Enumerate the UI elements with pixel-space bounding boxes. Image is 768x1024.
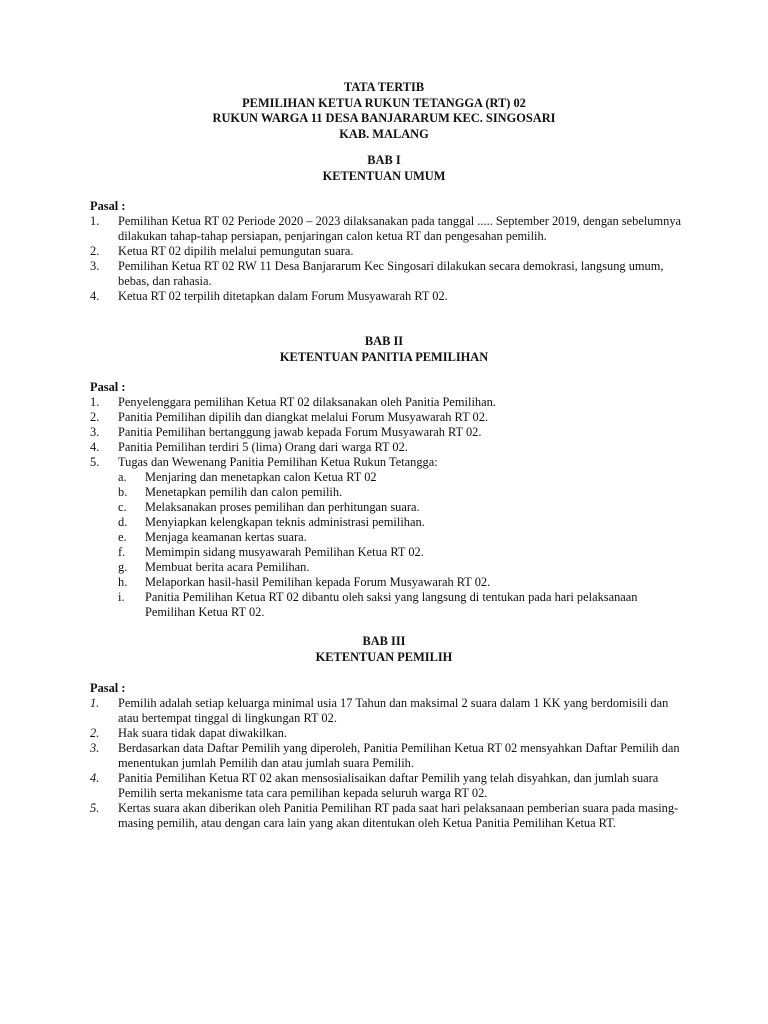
list-item (90, 395, 690, 410)
list-item (90, 425, 690, 440)
item-number: 1. (90, 214, 100, 228)
item-number: 3. (90, 259, 100, 273)
item-number: 2. (90, 726, 100, 740)
sub-item-text: Melaksanakan proses pemilihan dan perhitungan suara. (145, 500, 420, 514)
sub-list (118, 470, 690, 620)
sub-item-text: Panitia Pemilihan Ketua RT 02 dibantu oleh saksi yang langsung di tentukan pada hari pelaksanaan Pemilihan Ketua RT 02. (145, 590, 638, 619)
item-number: 2. (90, 410, 100, 424)
item-number: 1. (90, 696, 100, 710)
item-text: Tugas dan Wewenang Panitia Pemilihan Ketua Rukun Tetangga: (118, 455, 438, 469)
list-item (90, 259, 690, 289)
sub-item-text: Menjaring dan menetapkan calon Ketua RT 02 (145, 470, 377, 484)
item-number: 2. (90, 244, 100, 258)
bab2-heading: BAB II (364, 334, 404, 348)
sub-item-letter: h. (118, 575, 128, 589)
list-item (90, 244, 690, 259)
sub-list-item (118, 575, 690, 590)
sub-list-item (118, 590, 690, 620)
item-text: Ketua RT 02 dipilih melalui pemungutan suara. (118, 244, 354, 258)
sub-item-text: Menetapkan pemilih dan calon pemilih. (145, 485, 343, 499)
bab3-subheading: KETENTUAN PEMILIH (315, 649, 453, 664)
bab3-pasal-label: Pasal : (90, 681, 126, 695)
bab3-heading: BAB III (362, 634, 406, 648)
sub-list-item (118, 560, 690, 575)
item-text: Panitia Pemilihan dipilih dan diangkat melalui Forum Musyawarah RT 02. (118, 410, 489, 424)
item-text: Berdasarkan data Daftar Pemilih yang diperoleh, Panitia Pemilihan Ketua RT 02 mensyahkan Daftar Pemilih dan menentukan jumlah Pemilih dan atau jumlah suara Pemilih. (118, 741, 680, 770)
item-number: 3. (90, 425, 100, 439)
sub-item-text: Membuat berita acara Pemilihan. (145, 560, 310, 574)
item-number: 5. (90, 801, 100, 815)
item-number: 4. (90, 289, 100, 303)
bab1-heading-block (0, 153, 768, 184)
sub-list-item (118, 545, 690, 560)
sub-list-item (118, 515, 690, 530)
header-line-3: RUKUN WARGA 11 DESA BANJARARUM KEC. SINGOSARI (212, 111, 556, 125)
list-item (90, 696, 690, 726)
list-item (90, 771, 690, 801)
bab2-list (90, 395, 690, 620)
bab3-list (90, 696, 690, 831)
item-number: 4. (90, 440, 100, 454)
bab1-subheading: KETENTUAN UMUM (322, 168, 446, 183)
header-title: TATA TERTIB (343, 80, 425, 94)
bab2-heading-block (0, 334, 768, 365)
sub-list-item (118, 530, 690, 545)
item-number: 4. (90, 771, 100, 785)
list-item (90, 440, 690, 455)
sub-item-letter: c. (118, 500, 127, 514)
list-item (90, 801, 690, 831)
bab1-heading: BAB I (367, 153, 401, 167)
bab2-subheading: KETENTUAN PANITIA PEMILIHAN (279, 349, 489, 364)
item-text: Panitia Pemilihan bertanggung jawab kepada Forum Musyawarah RT 02. (118, 425, 482, 439)
bab3-heading-block (0, 634, 768, 665)
sub-item-text: Menjaga keamanan kertas suara. (145, 530, 307, 544)
sub-item-letter: i. (118, 590, 125, 604)
sub-item-letter: a. (118, 470, 127, 484)
sub-item-text: Melaporkan hasil-hasil Pemilihan kepada Forum Musyawarah RT 02. (145, 575, 491, 589)
sub-item-text: Menyiapkan kelengkapan teknis administrasi pemilihan. (145, 515, 425, 529)
sub-list-item (118, 470, 690, 485)
sub-item-letter: e. (118, 530, 127, 544)
item-text: Pemilihan Ketua RT 02 RW 11 Desa Banjararum Kec Singosari dilakukan secara demokrasi, langsung umum, bebas, dan rahasia. (118, 259, 664, 288)
header-line-2: PEMILIHAN KETUA RUKUN TETANGGA (RT) 02 (242, 95, 526, 110)
bab2-pasal-label: Pasal : (90, 380, 126, 394)
sub-list-item (118, 485, 690, 500)
list-item (90, 726, 690, 741)
sub-item-letter: g. (118, 560, 128, 574)
list-item (90, 741, 690, 771)
sub-item-letter: b. (118, 485, 128, 499)
item-text: Pemilihan Ketua RT 02 Periode 2020 – 2023 dilaksanakan pada tanggal ..... September 2019, dengan sebelumnya dilakukan tahap-tahap persiapan, penjaringan calon ketua RT dan pengesahan pemilih. (118, 214, 682, 243)
list-item (90, 289, 690, 304)
sub-item-letter: f. (118, 545, 126, 559)
document-header (0, 80, 768, 142)
item-number: 3. (90, 741, 100, 755)
item-number: 1. (90, 395, 100, 409)
list-item (90, 455, 690, 620)
sub-item-letter: d. (118, 515, 128, 529)
header-line-4: KAB. MALANG (339, 126, 429, 141)
sub-list-item (118, 500, 690, 515)
bab1-list (90, 214, 690, 304)
item-text: Kertas suara akan diberikan oleh Panitia Pemilihan RT pada saat hari pelaksanaan pemberian suara pada masing-masing pemilih, atau dengan cara lain yang akan ditentukan oleh Ketua Panitia Pemilihan Ketua RT. (118, 801, 679, 830)
item-text: Hak suara tidak dapat diwakilkan. (118, 726, 287, 740)
list-item (90, 214, 690, 244)
sub-item-text: Memimpin sidang musyawarah Pemilihan Ketua RT 02. (145, 545, 424, 559)
item-text: Penyelenggara pemilihan Ketua RT 02 dilaksanakan oleh Panitia Pemilihan. (118, 395, 496, 409)
item-text: Panitia Pemilihan terdiri 5 (lima) Orang dari warga RT 02. (118, 440, 408, 454)
item-text: Ketua RT 02 terpilih ditetapkan dalam Forum Musyawarah RT 02. (118, 289, 448, 303)
list-item (90, 410, 690, 425)
item-text: Panitia Pemilihan Ketua RT 02 akan mensosialisaikan daftar Pemilih yang telah disyahkan, dan jumlah suara Pemilih serta mekanisme tata cara pemilihan kepada seluruh warga RT 02. (118, 771, 659, 800)
bab1-pasal-label: Pasal : (90, 199, 126, 213)
item-number: 5. (90, 455, 100, 469)
item-text: Pemilih adalah setiap keluarga minimal usia 17 Tahun dan maksimal 2 suara dalam 1 KK yang berdomisili dan atau bertempat tinggal di lingkungan RT 02. (118, 696, 669, 725)
